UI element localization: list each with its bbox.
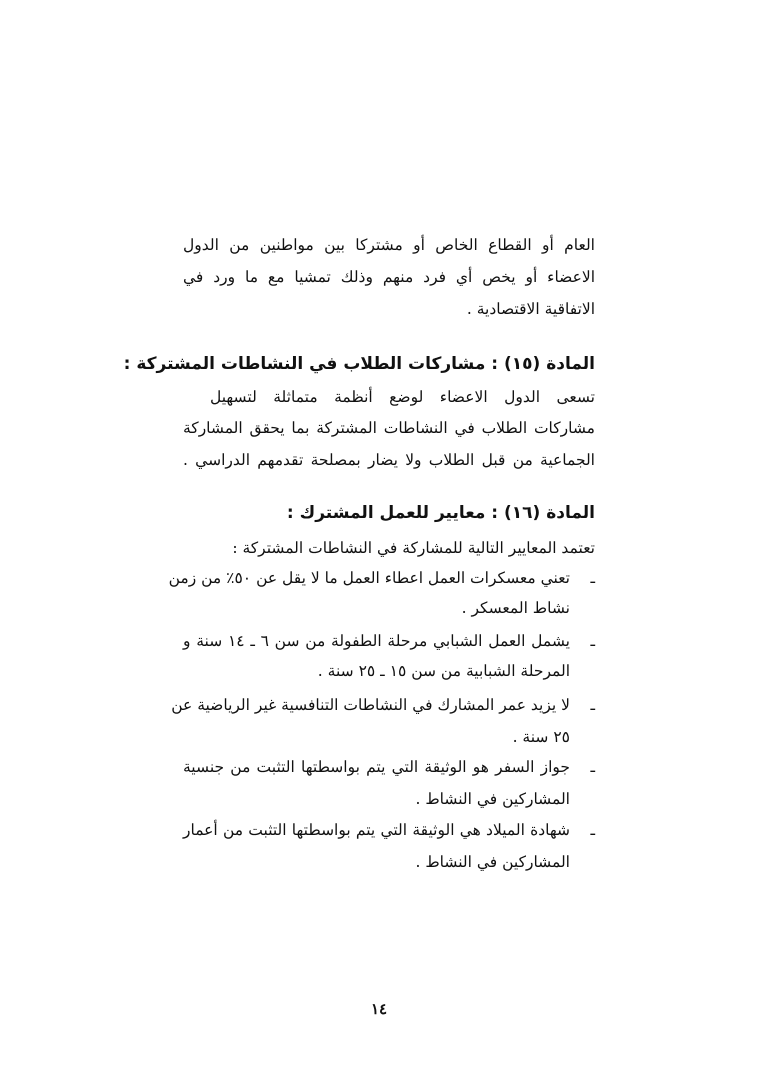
article-15-line: تسعى الدول الاعضاء لوضع أنظمة متماثلة لتسهيل [210,388,595,406]
criteria-item-line: ٢٥ سنة . [512,728,570,746]
criteria-item-line: تعني معسكرات العمل اعطاء العمل ما لا يقل عن ٥٠٪ من زمن [168,569,570,587]
bullet-marker: ـ [590,758,595,776]
bullet-marker: ـ [590,569,595,587]
bullet-marker: ـ [590,696,595,714]
criteria-item-line: المشاركين في النشاط . [415,790,570,808]
page-number: ١٤ [370,1000,388,1018]
criteria-item-line: يشمل العمل الشبابي مرحلة الطفولة من سن ٦ ـ ١٤ سنة و [183,632,570,650]
criteria-item-line: شهادة الميلاد هي الوثيقة التي يتم بواسطتها التثبت من أعمار [183,821,570,839]
bullet-marker: ـ [590,821,595,839]
article-16-intro: تعتمد المعايير التالية للمشاركة في النشاطات المشتركة : [232,539,595,557]
article-15-line: الجماعية من قبل الطلاب ولا يضار بمصلحة تقدمهم الدراسي . [183,451,595,469]
criteria-item-line: المشاركين في النشاط . [415,853,570,871]
criteria-item-line: لا يزيد عمر المشارك في النشاطات التنافسية غير الرياضية عن [171,696,570,714]
intro-line: الاتفاقية الاقتصادية . [466,300,595,318]
article-15-heading: المادة (١٥) : مشاركات الطلاب في النشاطات المشتركة : [123,354,595,374]
criteria-item-line: المرحلة الشبابية من سن ١٥ ـ ٢٥ سنة . [317,662,570,680]
criteria-item-line: جواز السفر هو الوثيقة التي يتم بواسطتها التثبت من جنسية [183,758,570,776]
article-15-line: مشاركات الطلاب في النشاطات المشتركة بما يحقق المشاركة [183,419,595,437]
criteria-item-line: نشاط المعسكر . [461,599,570,617]
intro-line: الاعضاء أو يخص أي فرد منهم وذلك تمشيا مع ما ورد في [183,268,595,286]
article-16-heading: المادة (١٦) : معايير للعمل المشترك : [286,503,595,523]
bullet-marker: ـ [590,632,595,650]
intro-line: العام أو القطاع الخاص أو مشتركا بين مواطنين من الدول [183,236,595,254]
